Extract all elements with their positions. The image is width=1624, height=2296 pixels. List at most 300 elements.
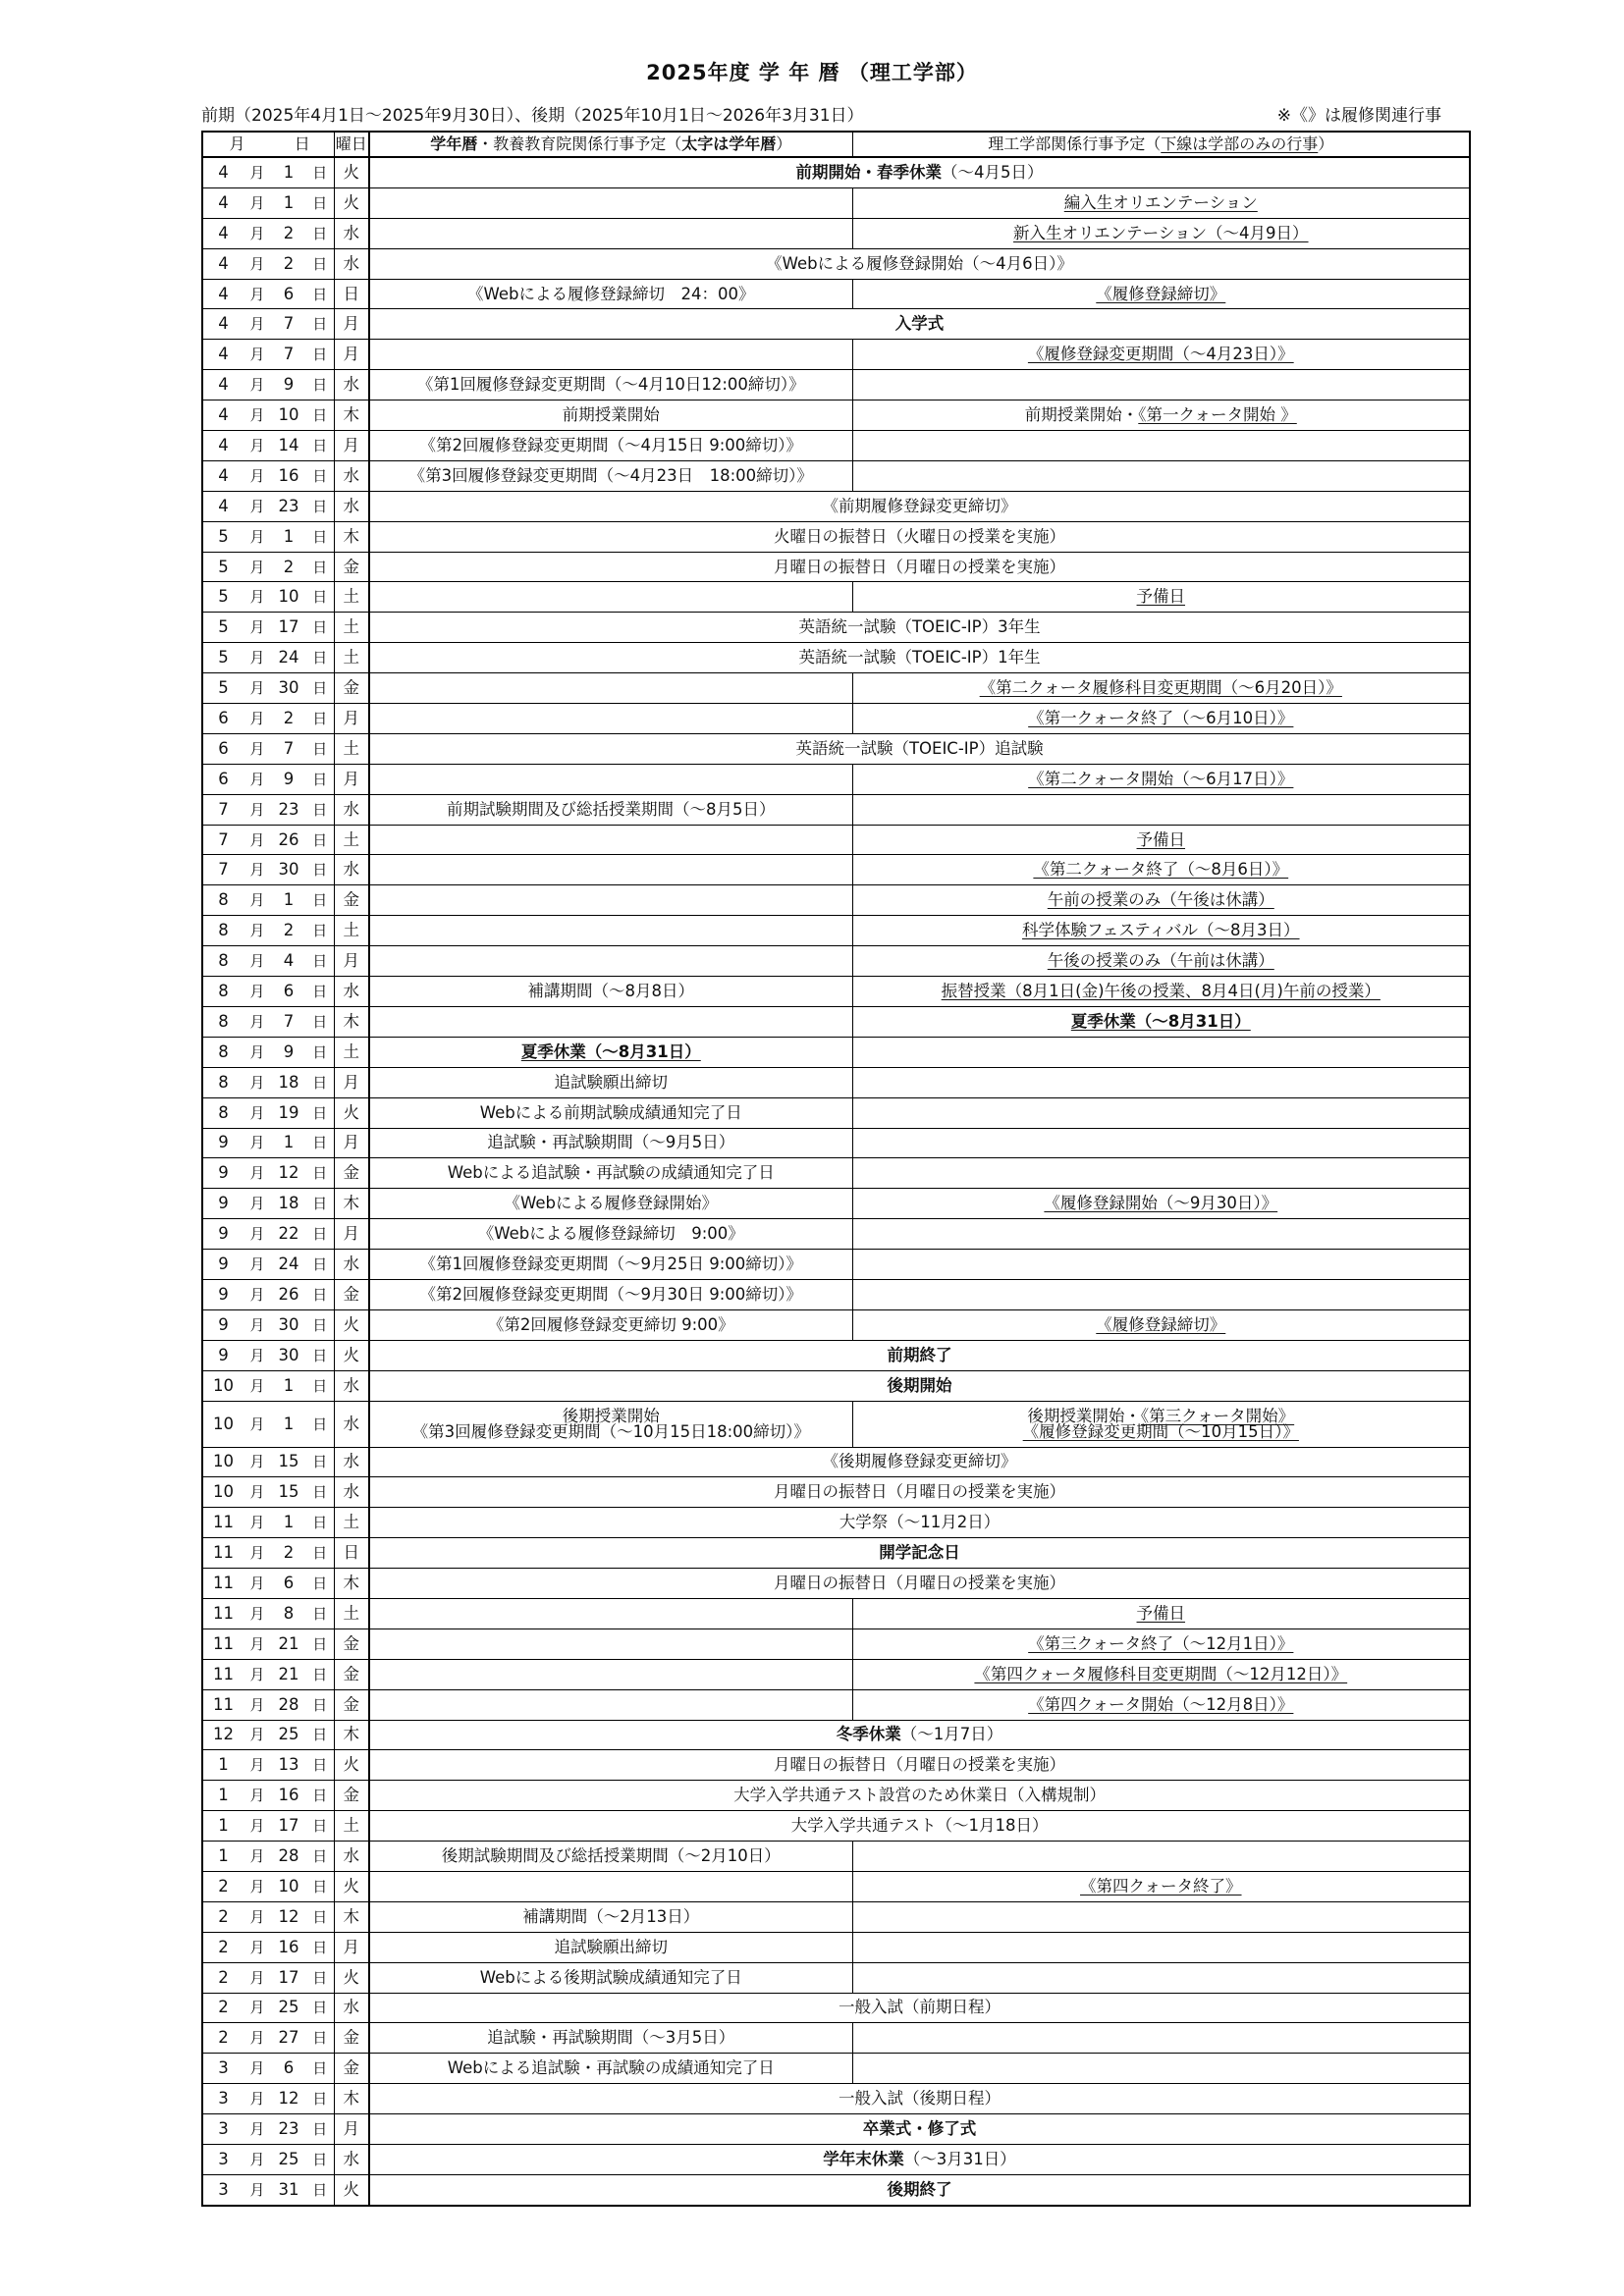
event-text: 《第二クォータ開始（～6月17日）》 xyxy=(1028,769,1294,788)
event-text: 《第一クォータ終了（～6月10日）》 xyxy=(1028,708,1294,727)
day-kanji: 日 xyxy=(306,1097,334,1128)
calendar-row xyxy=(202,521,1470,552)
weekday-value: 水 xyxy=(334,218,369,248)
header-day: 日 xyxy=(271,132,334,157)
day-kanji: 日 xyxy=(306,1279,334,1309)
calendar-row xyxy=(202,673,1470,704)
month-value: 9 xyxy=(202,1250,244,1280)
month-kanji: 月 xyxy=(244,460,271,491)
event-text: 《第3回履修登録変更期間（～4月23日 18:00締切）》 xyxy=(408,465,813,485)
day-value: 1 xyxy=(271,157,306,187)
day-kanji: 日 xyxy=(306,1447,334,1477)
university-event-cell xyxy=(369,794,852,825)
month-value: 8 xyxy=(202,1006,244,1037)
weekday-value: 月 xyxy=(334,309,369,340)
event-text: 《第三クォータ終了（～12月1日）》 xyxy=(1028,1633,1294,1653)
event-text: 追試験願出締切 xyxy=(554,1072,669,1092)
event-text: 《履修登録締切》 xyxy=(1096,284,1226,303)
university-event-cell xyxy=(369,1128,852,1158)
header-univ-bold2: 太字は学年暦 xyxy=(681,134,777,153)
day-kanji: 日 xyxy=(306,1219,334,1250)
faculty-event-cell xyxy=(852,916,1470,946)
weekday-value: 月 xyxy=(334,1932,369,1962)
table-header-row xyxy=(202,132,1470,157)
month-value: 4 xyxy=(202,400,244,431)
month-value: 3 xyxy=(202,2054,244,2084)
calendar-row xyxy=(202,1309,1470,1340)
day-kanji: 日 xyxy=(306,1309,334,1340)
month-value: 3 xyxy=(202,2174,244,2205)
day-value: 16 xyxy=(271,460,306,491)
month-value: 9 xyxy=(202,1128,244,1158)
day-kanji: 日 xyxy=(306,1871,334,1901)
calendar-row xyxy=(202,218,1470,248)
header-fac-underline: 下線は学部のみの行事 xyxy=(1161,134,1319,153)
header-fac-text: 理工学部関係行事予定（ xyxy=(988,134,1162,153)
calendar-row xyxy=(202,400,1470,431)
faculty-event-cell xyxy=(852,1842,1470,1872)
event-text: 《第三クォータ開始》 xyxy=(1140,1406,1295,1425)
weekday-value: 金 xyxy=(334,1659,369,1689)
shared-event-cell xyxy=(369,613,1470,643)
day-value: 17 xyxy=(271,1962,306,1993)
event-text: （～1月7日） xyxy=(900,1725,1003,1744)
calendar-row xyxy=(202,157,1470,187)
faculty-event-cell xyxy=(852,764,1470,794)
calendar-row xyxy=(202,1811,1470,1842)
calendar-row xyxy=(202,1781,1470,1811)
faculty-event-cell xyxy=(852,1689,1470,1720)
calendar-body xyxy=(202,157,1470,2206)
header-univ-rest: ・教養教育院関係行事予定（ xyxy=(477,134,682,153)
month-value: 11 xyxy=(202,1569,244,1599)
day-value: 10 xyxy=(271,582,306,613)
event-text: 《第2回履修登録変更期間（～4月15日 9:00締切）》 xyxy=(419,435,803,454)
month-value: 2 xyxy=(202,1932,244,1962)
weekday-value: 金 xyxy=(334,1158,369,1189)
day-value: 10 xyxy=(271,1871,306,1901)
university-event-cell xyxy=(369,187,852,218)
day-kanji: 日 xyxy=(306,613,334,643)
month-value: 9 xyxy=(202,1219,244,1250)
university-event-cell xyxy=(369,1037,852,1067)
day-value: 1 xyxy=(271,1128,306,1158)
day-value: 12 xyxy=(271,1901,306,1932)
event-text: Webによる追試験・再試験の成績通知完了日 xyxy=(447,2058,775,2078)
university-event-cell xyxy=(369,370,852,400)
university-event-cell xyxy=(369,1629,852,1659)
faculty-event-cell xyxy=(852,1128,1470,1158)
event-text: 予備日 xyxy=(1136,829,1186,849)
month-kanji: 月 xyxy=(244,1842,271,1872)
event-text: 卒業式・修了式 xyxy=(862,2119,977,2139)
faculty-event-cell xyxy=(852,1598,1470,1629)
month-value: 5 xyxy=(202,673,244,704)
month-kanji: 月 xyxy=(244,2174,271,2205)
weekday-value: 火 xyxy=(334,1962,369,1993)
event-text: 《第四クォータ履修科目変更期間（～12月12日）》 xyxy=(974,1664,1348,1683)
calendar-row xyxy=(202,2023,1470,2054)
month-value: 1 xyxy=(202,1750,244,1781)
event-text: 追試験・再試験期間（～3月5日） xyxy=(487,2028,735,2048)
day-kanji: 日 xyxy=(306,2054,334,2084)
day-value: 12 xyxy=(271,2084,306,2114)
university-event-cell xyxy=(369,1842,852,1872)
calendar-row xyxy=(202,613,1470,643)
event-text: 後期授業開始 xyxy=(562,1406,660,1425)
day-kanji: 日 xyxy=(306,582,334,613)
faculty-event-cell xyxy=(852,794,1470,825)
day-value: 15 xyxy=(271,1447,306,1477)
shared-event-cell xyxy=(369,248,1470,279)
event-line xyxy=(853,1421,1470,1441)
shared-event-cell xyxy=(369,1993,1470,2023)
day-value: 6 xyxy=(271,977,306,1007)
month-value: 5 xyxy=(202,643,244,673)
event-text: 《履修登録変更期間（～10月15日）》 xyxy=(1022,1421,1299,1441)
month-kanji: 月 xyxy=(244,613,271,643)
faculty-event-cell xyxy=(852,1006,1470,1037)
day-value: 24 xyxy=(271,1250,306,1280)
day-kanji: 日 xyxy=(306,1781,334,1811)
month-value: 4 xyxy=(202,340,244,370)
calendar-row xyxy=(202,733,1470,764)
day-kanji: 日 xyxy=(306,1508,334,1538)
day-value: 25 xyxy=(271,2145,306,2175)
faculty-event-cell xyxy=(852,2054,1470,2084)
weekday-value: 水 xyxy=(334,794,369,825)
day-value: 17 xyxy=(271,613,306,643)
event-text: 前期授業開始 xyxy=(562,405,660,425)
weekday-value: 木 xyxy=(334,1189,369,1219)
month-value: 9 xyxy=(202,1309,244,1340)
day-value: 2 xyxy=(271,1538,306,1569)
month-kanji: 月 xyxy=(244,1569,271,1599)
shared-event-cell xyxy=(369,1370,1470,1401)
day-value: 21 xyxy=(271,1629,306,1659)
legend-note: ※《》は履修関連行事 xyxy=(1276,106,1441,126)
event-text: 大学入学共通テスト（～1月18日） xyxy=(790,1816,1049,1836)
month-kanji: 月 xyxy=(244,1128,271,1158)
page-title: 2025年度 学 年 暦 （理工学部） xyxy=(646,61,978,84)
month-value: 2 xyxy=(202,1901,244,1932)
month-kanji: 月 xyxy=(244,1720,271,1750)
day-value: 15 xyxy=(271,1477,306,1508)
month-value: 11 xyxy=(202,1508,244,1538)
shared-event-cell xyxy=(369,733,1470,764)
shared-event-cell xyxy=(369,1538,1470,1569)
day-value: 2 xyxy=(271,916,306,946)
day-value: 28 xyxy=(271,1689,306,1720)
weekday-value: 木 xyxy=(334,2084,369,2114)
weekday-value: 日 xyxy=(334,279,369,309)
weekday-value: 月 xyxy=(334,1067,369,1097)
month-kanji: 月 xyxy=(244,1659,271,1689)
weekday-value: 月 xyxy=(334,1219,369,1250)
day-kanji: 日 xyxy=(306,1006,334,1037)
calendar-row xyxy=(202,1871,1470,1901)
calendar-row xyxy=(202,370,1470,400)
month-kanji: 月 xyxy=(244,248,271,279)
day-value: 10 xyxy=(271,400,306,431)
month-kanji: 月 xyxy=(244,491,271,521)
day-kanji: 日 xyxy=(306,733,334,764)
event-text: 後期終了 xyxy=(887,2179,952,2199)
month-kanji: 月 xyxy=(244,340,271,370)
day-kanji: 日 xyxy=(306,491,334,521)
university-event-cell xyxy=(369,1067,852,1097)
faculty-event-cell xyxy=(852,977,1470,1007)
faculty-event-cell xyxy=(852,340,1470,370)
event-text: 夏季休業（～8月31日） xyxy=(1070,1011,1251,1031)
university-event-cell xyxy=(369,704,852,734)
university-event-cell xyxy=(369,825,852,855)
weekday-value: 土 xyxy=(334,916,369,946)
event-text: 英語統一試験（TOEIC-IP）追試験 xyxy=(795,738,1044,758)
day-kanji: 日 xyxy=(306,1962,334,1993)
month-kanji: 月 xyxy=(244,1006,271,1037)
weekday-value: 土 xyxy=(334,1037,369,1067)
calendar-row xyxy=(202,1189,1470,1219)
calendar-row xyxy=(202,1538,1470,1569)
month-value: 11 xyxy=(202,1538,244,1569)
calendar-row xyxy=(202,1097,1470,1128)
university-event-cell xyxy=(369,2054,852,2084)
calendar-row xyxy=(202,248,1470,279)
calendar-row xyxy=(202,764,1470,794)
faculty-event-cell xyxy=(852,582,1470,613)
month-value: 8 xyxy=(202,916,244,946)
calendar-row xyxy=(202,1901,1470,1932)
day-kanji: 日 xyxy=(306,460,334,491)
event-text: 補講期間（～8月8日） xyxy=(527,981,695,1000)
event-text: 後期試験期間及び総括授業期間（～2月10日） xyxy=(441,1846,781,1866)
faculty-event-cell xyxy=(852,1659,1470,1689)
day-kanji: 日 xyxy=(306,1598,334,1629)
day-kanji: 日 xyxy=(306,400,334,431)
university-event-cell xyxy=(369,1962,852,1993)
shared-event-cell xyxy=(369,2174,1470,2205)
faculty-event-cell xyxy=(852,1629,1470,1659)
month-kanji: 月 xyxy=(244,1158,271,1189)
university-event-cell xyxy=(369,916,852,946)
month-kanji: 月 xyxy=(244,431,271,461)
month-kanji: 月 xyxy=(244,2114,271,2145)
shared-event-cell xyxy=(369,1447,1470,1477)
month-kanji: 月 xyxy=(244,764,271,794)
shared-event-cell xyxy=(369,552,1470,582)
faculty-event-cell xyxy=(852,400,1470,431)
day-kanji: 日 xyxy=(306,855,334,885)
day-kanji: 日 xyxy=(306,1750,334,1781)
day-value: 1 xyxy=(271,1370,306,1401)
month-kanji: 月 xyxy=(244,521,271,552)
month-kanji: 月 xyxy=(244,400,271,431)
month-value: 5 xyxy=(202,521,244,552)
university-event-cell xyxy=(369,1401,852,1447)
day-value: 7 xyxy=(271,733,306,764)
day-value: 23 xyxy=(271,794,306,825)
day-kanji: 日 xyxy=(306,431,334,461)
shared-event-cell xyxy=(369,1508,1470,1538)
event-text: 一般入試（後期日程） xyxy=(839,2089,1001,2109)
event-text: 《前期履修登録変更締切》 xyxy=(822,496,1017,515)
event-text: 追試験願出締切 xyxy=(554,1937,669,1956)
event-text: 午後の授業のみ（午前は休講） xyxy=(1047,951,1274,971)
day-value: 24 xyxy=(271,643,306,673)
university-event-cell xyxy=(369,2023,852,2054)
month-kanji: 月 xyxy=(244,916,271,946)
event-text: 《履修登録開始（～9月30日）》 xyxy=(1044,1194,1278,1213)
month-kanji: 月 xyxy=(244,1993,271,2023)
event-text: 《Webによる履修登録開始》 xyxy=(504,1194,719,1213)
day-kanji: 日 xyxy=(306,1842,334,1872)
event-text: 火曜日の振替日（火曜日の授業を実施） xyxy=(774,526,1066,546)
day-value: 16 xyxy=(271,1781,306,1811)
faculty-event-cell xyxy=(852,2023,1470,2054)
month-kanji: 月 xyxy=(244,552,271,582)
day-kanji: 日 xyxy=(306,1250,334,1280)
calendar-row xyxy=(202,279,1470,309)
event-text: 月曜日の振替日（月曜日の授業を実施） xyxy=(774,1755,1066,1775)
university-event-cell xyxy=(369,340,852,370)
event-text: 英語統一試験（TOEIC-IP）1年生 xyxy=(798,648,1041,667)
day-kanji: 日 xyxy=(306,1689,334,1720)
event-text: 《第2回履修登録変更期間（～9月30日 9:00締切）》 xyxy=(419,1284,803,1304)
day-kanji: 日 xyxy=(306,1477,334,1508)
weekday-value: 土 xyxy=(334,613,369,643)
month-kanji: 月 xyxy=(244,1750,271,1781)
weekday-value: 金 xyxy=(334,1781,369,1811)
month-kanji: 月 xyxy=(244,1097,271,1128)
calendar-row xyxy=(202,491,1470,521)
faculty-event-cell xyxy=(852,885,1470,916)
month-kanji: 月 xyxy=(244,643,271,673)
month-kanji: 月 xyxy=(244,1401,271,1447)
event-text: 追試験・再試験期間（～9月5日） xyxy=(487,1133,735,1152)
day-value: 28 xyxy=(271,1842,306,1872)
event-line xyxy=(370,1421,852,1441)
day-value: 31 xyxy=(271,2174,306,2205)
month-kanji: 月 xyxy=(244,1932,271,1962)
weekday-value: 火 xyxy=(334,1309,369,1340)
day-value: 21 xyxy=(271,1659,306,1689)
event-text: 大学入学共通テスト設営のため休業日（入構規制） xyxy=(733,1786,1106,1805)
shared-event-cell xyxy=(369,157,1470,187)
header-weekday: 曜日 xyxy=(334,132,369,157)
month-value: 3 xyxy=(202,2145,244,2175)
event-text: （～3月31日） xyxy=(903,2149,1016,2168)
month-value: 4 xyxy=(202,460,244,491)
month-kanji: 月 xyxy=(244,1037,271,1067)
month-kanji: 月 xyxy=(244,946,271,977)
weekday-value: 水 xyxy=(334,1477,369,1508)
university-event-cell xyxy=(369,855,852,885)
day-value: 17 xyxy=(271,1811,306,1842)
calendar-row xyxy=(202,1067,1470,1097)
day-value: 23 xyxy=(271,491,306,521)
weekday-value: 金 xyxy=(334,1279,369,1309)
weekday-value: 月 xyxy=(334,1128,369,1158)
day-kanji: 日 xyxy=(306,1189,334,1219)
month-value: 4 xyxy=(202,157,244,187)
calendar-row xyxy=(202,794,1470,825)
calendar-row xyxy=(202,2114,1470,2145)
month-kanji: 月 xyxy=(244,1279,271,1309)
event-text: 月曜日の振替日（月曜日の授業を実施） xyxy=(774,557,1066,576)
event-text: Webによる追試験・再試験の成績通知完了日 xyxy=(447,1163,775,1183)
faculty-event-cell xyxy=(852,673,1470,704)
month-kanji: 月 xyxy=(244,1901,271,1932)
faculty-event-cell xyxy=(852,1309,1470,1340)
faculty-event-cell xyxy=(852,1871,1470,1901)
calendar-row xyxy=(202,552,1470,582)
day-kanji: 日 xyxy=(306,279,334,309)
day-kanji: 日 xyxy=(306,1659,334,1689)
month-kanji: 月 xyxy=(244,794,271,825)
event-text: 《Webによる履修登録締切 24：00》 xyxy=(467,284,755,303)
day-value: 22 xyxy=(271,1219,306,1250)
month-kanji: 月 xyxy=(244,704,271,734)
weekday-value: 水 xyxy=(334,1401,369,1447)
event-text: 冬季休業 xyxy=(836,1725,901,1744)
day-value: 6 xyxy=(271,1569,306,1599)
calendar-row xyxy=(202,1447,1470,1477)
university-event-cell xyxy=(369,1158,852,1189)
event-text: 《第3回履修登録変更期間（～10月15日18:00締切）》 xyxy=(411,1421,810,1441)
calendar-row xyxy=(202,1993,1470,2023)
university-event-cell xyxy=(369,1932,852,1962)
month-kanji: 月 xyxy=(244,1477,271,1508)
weekday-value: 土 xyxy=(334,643,369,673)
month-kanji: 月 xyxy=(244,2054,271,2084)
header-univ-bold: 学年暦 xyxy=(430,134,478,153)
weekday-value: 金 xyxy=(334,673,369,704)
event-text: （～4月5日） xyxy=(942,162,1044,182)
month-kanji: 月 xyxy=(244,1871,271,1901)
weekday-value: 金 xyxy=(334,552,369,582)
day-kanji: 日 xyxy=(306,340,334,370)
day-value: 27 xyxy=(271,2023,306,2054)
day-kanji: 日 xyxy=(306,794,334,825)
day-value: 18 xyxy=(271,1189,306,1219)
day-kanji: 日 xyxy=(306,309,334,340)
faculty-event-cell xyxy=(852,1250,1470,1280)
event-text: 《第二クォータ終了（～8月6日）》 xyxy=(1033,860,1289,880)
month-value: 3 xyxy=(202,2114,244,2145)
event-text: 午前の授業のみ（午後は休講） xyxy=(1047,890,1274,910)
month-value: 4 xyxy=(202,218,244,248)
weekday-value: 金 xyxy=(334,1689,369,1720)
faculty-event-cell xyxy=(852,1901,1470,1932)
university-event-cell xyxy=(369,400,852,431)
weekday-value: 木 xyxy=(334,521,369,552)
month-value: 8 xyxy=(202,1067,244,1097)
day-kanji: 日 xyxy=(306,157,334,187)
month-value: 6 xyxy=(202,764,244,794)
day-kanji: 日 xyxy=(306,1037,334,1067)
month-value: 10 xyxy=(202,1370,244,1401)
shared-event-cell xyxy=(369,1781,1470,1811)
weekday-value: 土 xyxy=(334,1811,369,1842)
month-kanji: 月 xyxy=(244,1811,271,1842)
day-value: 16 xyxy=(271,1932,306,1962)
day-value: 2 xyxy=(271,248,306,279)
weekday-value: 水 xyxy=(334,977,369,1007)
calendar-row xyxy=(202,1720,1470,1750)
faculty-event-cell xyxy=(852,431,1470,461)
day-kanji: 日 xyxy=(306,521,334,552)
